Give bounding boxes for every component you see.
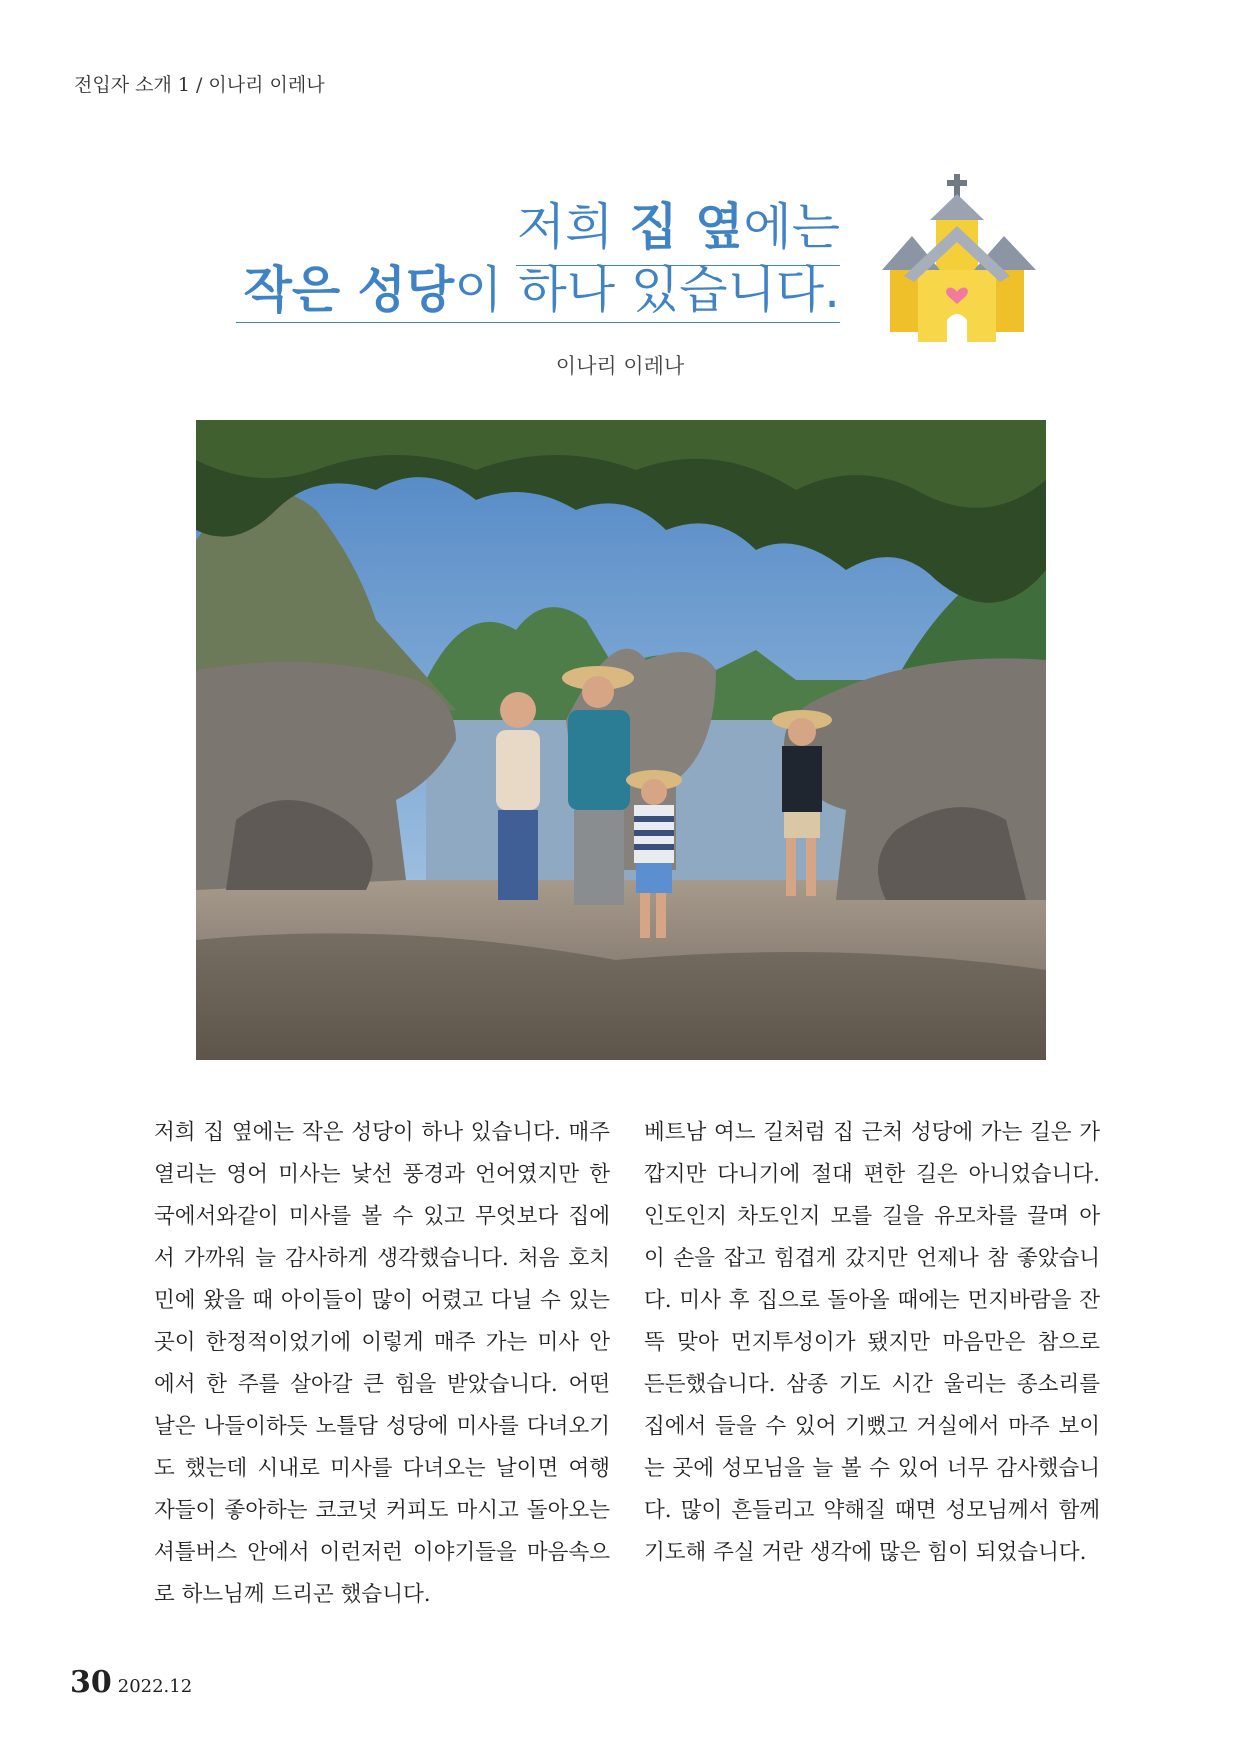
title-divider <box>516 265 840 266</box>
title-line1-bold: 집 옆 <box>629 198 744 256</box>
title-line1-pre: 저희 <box>516 198 630 256</box>
body-column-right <box>644 1112 1100 1574</box>
author-name: 이나리 이레나 <box>555 354 685 378</box>
title-line1-post: 에는 <box>743 198 840 256</box>
page-number: 30 <box>70 1665 112 1700</box>
body-column-left <box>154 1112 610 1616</box>
issue-date: 2022.12 <box>117 1676 193 1697</box>
title-line2-bold: 작은 성당 <box>243 261 455 319</box>
title-line-2 <box>236 258 840 323</box>
body-paragraph-left: 저희 집 옆에는 작은 성당이 하나 있습니다. 매주 열리는 영어 미사는 낯선 풍경과 언어였지만 한국에서와같이 미사를 볼 수 있고 무엇보다 집에서 가까워 늘 감사하게 생각했습니다. 처음 호치민에 왔을 때 아이들이 많이 어렸고 다닐 수 있는 곳이 한정적이었기에 이렇게 매주 가는 미사 안에서 한 주를 살아갈 큰 힘을 받았습니다. 어떤 날은 나들이하듯 노틀담 성당에 미사를 다녀오기도 했는데 시내로 미사를 다녀오는 날이면 여행자들이 좋아하는 코코넛 커피도 마시고 돌아오는 셔틀버스 안에서 이런저런 이야기들을 마음속으로 하느님께 드리곤 했습니다. <box>154 1120 610 1607</box>
family-photo <box>196 420 1046 1060</box>
title-line2-post: 이 하나 있습니다. <box>454 261 840 319</box>
section-header: 전입자 소개 1 / 이나리 이레나 <box>74 74 325 96</box>
body-paragraph-right: 베트남 여느 길처럼 집 근처 성당에 가는 길은 가깝지만 다니기에 절대 편한 길은 아니었습니다. 인도인지 차도인지 모를 길을 유모차를 끌며 아이 손을 잡고 힘겹게 갔지만 언제나 참 좋았습니다. 미사 후 집으로 돌아올 때에는 먼지바람을 잔뜩 맞아 먼지투성이가 됐지만 마음만은 참으로 든든했습니다. 삼종 기도 시간 울리는 종소리를 집에서 들을 수 있어 기뻤고 거실에서 마주 보이는 곳에 성모님을 늘 볼 수 있어 너무 감사했습니다. 많이 흔들리고 약해질 때면 성모님께서 함께 기도해 주실 거란 생각에 많은 힘이 되었습니다. <box>644 1120 1100 1565</box>
title-line-1 <box>236 196 840 258</box>
church-icon <box>876 170 1042 350</box>
article-title <box>236 196 840 323</box>
page-footer <box>70 1665 192 1700</box>
